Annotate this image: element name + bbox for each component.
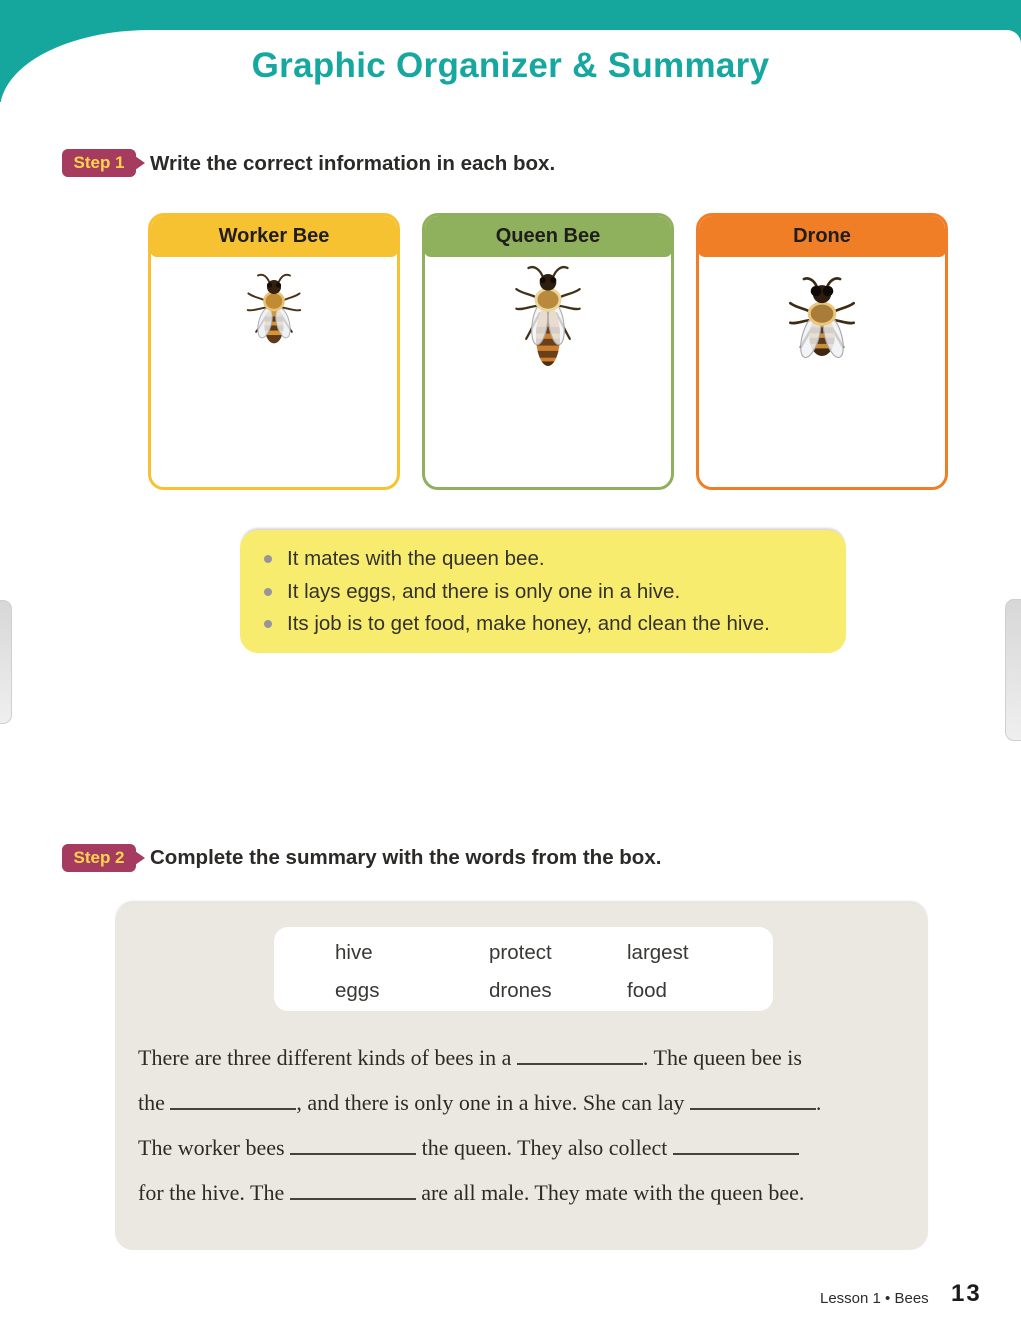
drone-bee-image — [780, 273, 864, 365]
bee-cards-row — [148, 213, 948, 490]
clue-item — [264, 608, 836, 641]
summary-line: There are three different kinds of bees in a . The queen bee is — [138, 1045, 802, 1070]
queen-bee-image — [510, 262, 586, 378]
word-bank-item: protect — [489, 941, 552, 964]
bee-card-label: Worker Bee — [218, 225, 330, 247]
answer-area — [151, 257, 397, 487]
step1-badge-label: Step 1 — [73, 153, 125, 172]
word-bank — [274, 927, 773, 1011]
blank-line — [673, 1133, 799, 1155]
word-bank-item: eggs — [335, 978, 380, 1002]
clue-item-text: It lays eggs, and there is only one in a hive. — [287, 579, 681, 603]
footer-lesson-label: Lesson 1 • Bees — [820, 1290, 929, 1307]
word-bank-item: drones — [489, 978, 552, 1002]
clue-item — [264, 543, 836, 576]
bullet-icon — [264, 588, 272, 596]
clue-item — [264, 576, 836, 609]
bullet-icon — [264, 620, 272, 628]
bee-card-header — [424, 215, 672, 257]
bee-card-label: Queen Bee — [495, 225, 601, 247]
step2-instruction: Complete the summary with the words from the box. — [150, 846, 662, 869]
worker-bee-image — [242, 269, 306, 355]
footer-page-number: 13 — [951, 1280, 982, 1307]
bee-card-label: Drone — [793, 225, 851, 247]
step2-badge-label: Step 2 — [73, 848, 125, 867]
summary-line: the , and there is only one in a hive. She can lay . — [138, 1090, 822, 1115]
blank-line — [517, 1043, 643, 1065]
step1-badge — [62, 149, 136, 177]
clue-item-text: It mates with the queen bee. — [287, 547, 545, 570]
summary-line: for the hive. The are all male. They mate with the queen bee. — [138, 1180, 805, 1205]
word-bank-item: largest — [627, 941, 689, 964]
bee-card-header — [150, 215, 398, 257]
page-title: Graphic Organizer & Summary — [251, 46, 770, 85]
answer-area — [425, 257, 671, 487]
clue-list — [264, 543, 836, 641]
step2-badge — [62, 844, 136, 872]
blank-line — [290, 1178, 416, 1200]
prev-page-tab[interactable] — [0, 600, 12, 724]
word-bank-item: food — [627, 978, 667, 1002]
summary-line: The worker bees the queen. They also collect — [138, 1125, 918, 1170]
clue-item-text: Its job is to get food, make honey, and clean the hive. — [287, 612, 770, 635]
summary-panel — [115, 903, 928, 1250]
word-bank-item: hive — [335, 941, 373, 964]
clue-box — [240, 530, 846, 653]
step1-instruction: Write the correct information in each box. — [150, 152, 556, 175]
bee-card-queen-bee — [422, 213, 674, 490]
blank-line — [290, 1133, 416, 1155]
bee-card-header — [698, 215, 946, 257]
bullet-icon — [264, 555, 272, 563]
bee-card-drone-bee — [696, 213, 948, 490]
blank-line — [690, 1088, 816, 1110]
answer-area — [699, 257, 945, 487]
next-page-tab[interactable] — [1005, 599, 1021, 741]
summary-text — [138, 1035, 918, 1215]
blank-line — [170, 1088, 296, 1110]
bee-card-worker-bee — [148, 213, 400, 490]
